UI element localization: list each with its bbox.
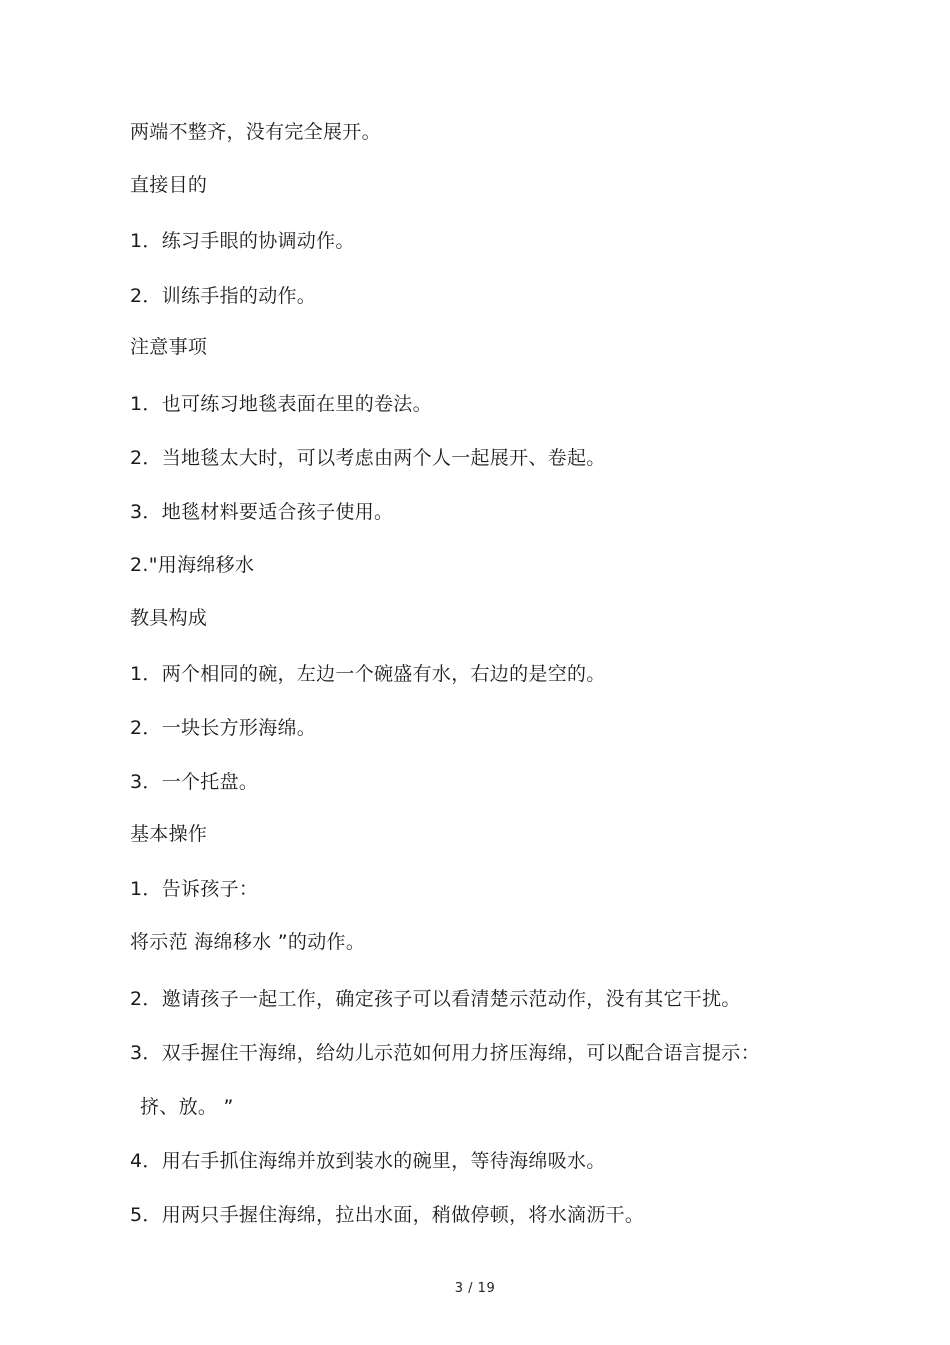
section-heading: 直接目的: [130, 174, 208, 196]
list-item: 2．当地毯太大时，可以考虑由两个人一起展开、卷起。: [130, 447, 606, 469]
list-item: 5．用两只手握住海绵，拉出水面，稍做停顿，将水滴沥干。: [130, 1204, 645, 1226]
text-line: 将示范 海绵移水 ”的动作。: [130, 931, 366, 953]
list-item: 3．地毯材料要适合孩子使用。: [130, 501, 394, 523]
list-item: 1．练习手眼的协调动作。: [130, 230, 355, 252]
list-item: 3．双手握住干海绵，给幼儿示范如何用力挤压海绵，可以配合语言提示：: [130, 1042, 760, 1064]
section-heading: 注意事项: [130, 336, 208, 358]
list-item: 1．两个相同的碗，左边一个碗盛有水，右边的是空的。: [130, 663, 606, 685]
list-item: 2．训练手指的动作。: [130, 285, 317, 307]
list-item: 2．一块长方形海绵。: [130, 717, 317, 739]
list-item: 4．用右手抓住海绵并放到装水的碗里，等待海绵吸水。: [130, 1150, 606, 1172]
list-item: 3．一个托盘。: [130, 771, 259, 793]
list-item: 1．告诉孩子：: [130, 878, 259, 900]
section-heading: 教具构成: [130, 607, 208, 629]
text-line: 挤、放。 ”: [140, 1096, 234, 1118]
list-item: 1．也可练习地毯表面在里的卷法。: [130, 393, 432, 415]
page-number: 3 / 19: [454, 1281, 496, 1296]
section-title: 2."用海绵移水: [130, 554, 255, 576]
list-item: 2．邀请孩子一起工作，确定孩子可以看清楚示范动作，没有其它干扰。: [130, 988, 741, 1010]
text-line: 两端不整齐，没有完全展开。: [130, 121, 381, 143]
section-heading: 基本操作: [130, 823, 208, 845]
